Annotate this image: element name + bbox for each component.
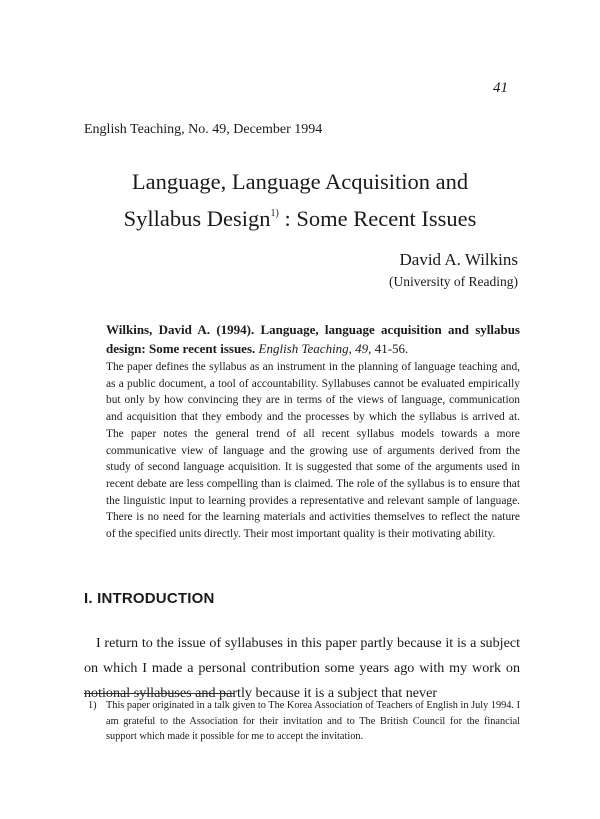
title-line-2-rest: : Some Recent Issues	[278, 206, 477, 231]
paper-title	[0, 166, 600, 235]
intro-paragraph: I return to the issue of syllabuses in this paper partly because it is a subject on which I made a personal contribution some years ago with my work on notional syllabuses and partly because it is a subject that never	[84, 635, 520, 701]
section-heading: I. INTRODUCTION	[84, 590, 215, 607]
title-line-2	[0, 198, 600, 235]
journal-line: English Teaching, No. 49, December 1994	[84, 122, 323, 137]
citation	[106, 320, 520, 358]
page-number: 41	[493, 80, 508, 96]
author-name: David A. Wilkins	[399, 250, 518, 269]
abstract	[106, 359, 520, 543]
author-affiliation: (University of Reading)	[389, 274, 518, 289]
title-line-1: Language, Language Acquisition and	[131, 169, 469, 194]
citation-lead: Wilkins, David A. (1994). Language, language acquisition and syllabus design: Some recent issues.	[106, 322, 520, 356]
footnote	[84, 698, 520, 745]
title-line-2-text: Syllabus Design	[123, 206, 271, 231]
citation-pages: 41-56.	[374, 341, 409, 356]
citation-journal: English Teaching, 49,	[258, 341, 372, 356]
footnote-marker: 1)	[88, 700, 97, 711]
footnote-divider	[84, 693, 234, 694]
abstract-text: The paper defines the syllabus as an instrument in the planning of language teaching and, as a public document, a tool of accountability. Syllabuses cannot be evaluated empirically but only by how convincing they are in terms of the views of language, communication and acquisition that they embody and the processes by which the syllabus is arrived at. The paper notes the general trend of all recent syllabus models towards a more communicative view of language and the growing use of arguments derived from the study of second language acquisition. It is suggested that some of the arguments used in recent debate are less compelling than is claimed. The role of the syllabus is to ensure that the linguistic input to learning provides a representative and relevant sample of language. There is no need for the learning materials and activities themselves to reflect the nature of the specified units directly. Their most important quality is their motivating ability.	[106, 361, 520, 541]
title-footnote-marker: 1)	[270, 208, 279, 219]
intro-section	[84, 631, 520, 706]
footnote-text: This paper originated in a talk given to The Korea Association of Teachers of English in July 1994. I am grateful to the Association for their invitation and to The British Council for the financial support which made it possible for me to accept the invitation.	[106, 700, 520, 743]
